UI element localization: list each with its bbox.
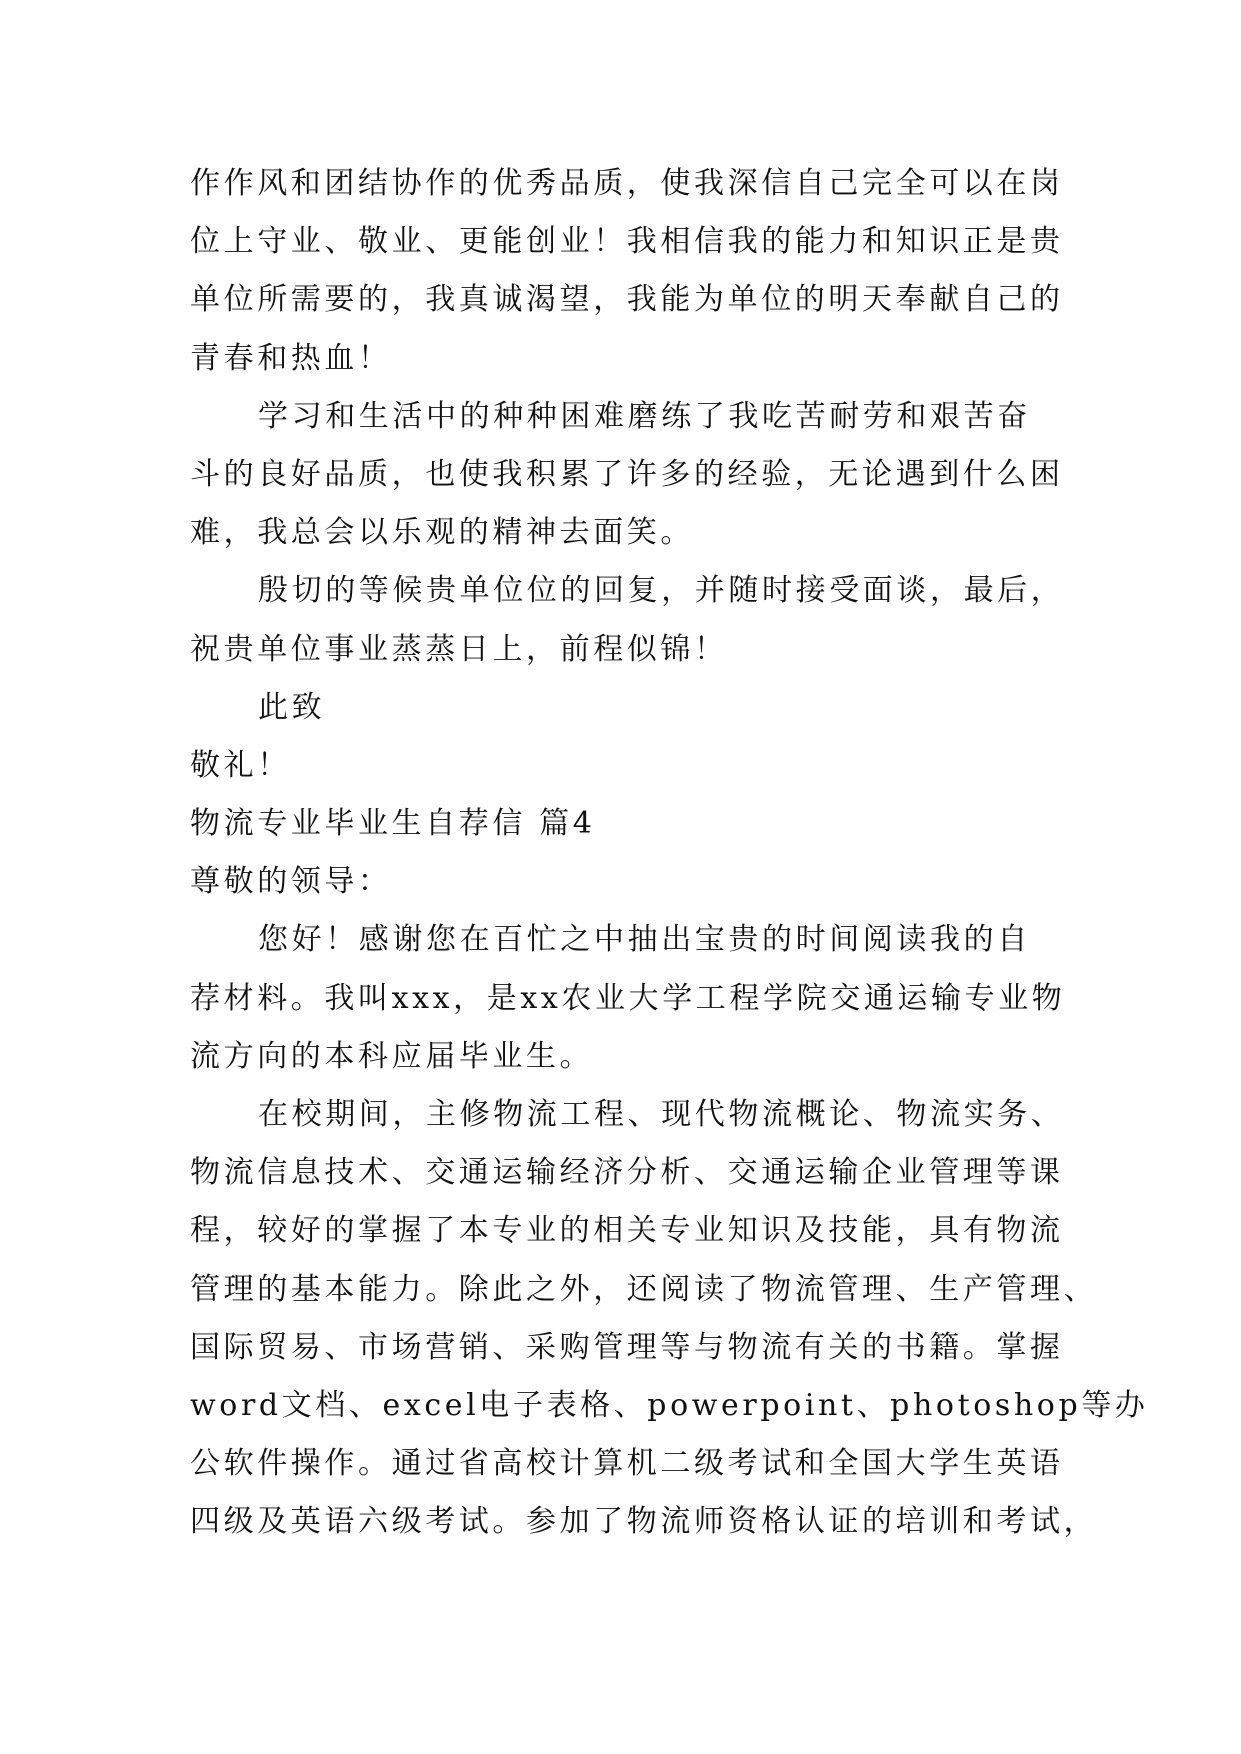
text-line: 荐材料。我叫xxx，是xx农业大学工程学院交通运输专业物 bbox=[190, 980, 1066, 1016]
text-line: 程，较好的掌握了本专业的相关专业知识及技能，具有物流 bbox=[190, 1213, 1064, 1249]
text-line: 公软件操作。通过省高校计算机二级考试和全国大学生英语 bbox=[190, 1446, 1064, 1482]
paragraph-first-line: 学习和生活中的种种困难磨练了我吃苦耐劳和艰苦奋 bbox=[258, 398, 1031, 434]
text-line: 位上守业、敬业、更能创业！我相信我的能力和知识正是贵 bbox=[190, 224, 1064, 260]
text-line: word文档、excel电子表格、powerpoint、photoshop等办 bbox=[190, 1387, 1149, 1423]
text-line: 管理的基本能力。除此之外，还阅读了物流管理、生产管理、 bbox=[190, 1271, 1098, 1307]
paragraph-first-line: 殷切的等候贵单位位的回复，并随时接受面谈，最后， bbox=[258, 573, 1065, 609]
text-line: 作作风和团结协作的优秀品质，使我深信自己完全可以在岗 bbox=[190, 166, 1064, 201]
text-line: 国际贸易、市场营销、采购管理等与物流有关的书籍。掌握 bbox=[190, 1329, 1064, 1365]
text-line: 敬礼！ bbox=[190, 747, 291, 783]
paragraph-first-line: 此致 bbox=[258, 689, 326, 725]
paragraph-first-line: 您好！感谢您在百忙之中抽出宝贵的时间阅读我的自 bbox=[258, 922, 1031, 958]
text-line: 青春和热血！ bbox=[190, 340, 392, 376]
document-body bbox=[190, 155, 1149, 1552]
text-line: 尊敬的领导： bbox=[190, 864, 392, 900]
text-line: 单位所需要的，我真诚渴望，我能为单位的明天奉献自己的 bbox=[190, 282, 1064, 318]
text-line: 流方向的本科应届毕业生。 bbox=[190, 1038, 594, 1074]
paragraph-first-line: 在校期间，主修物流工程、现代物流概论、物流实务、 bbox=[258, 1097, 1065, 1132]
text-line: 物流专业毕业生自荐信 篇4 bbox=[190, 806, 596, 842]
text-line: 难，我总会以乐观的精神去面笑。 bbox=[190, 515, 694, 551]
text-line: 祝贵单位事业蒸蒸日上，前程似锦！ bbox=[190, 631, 728, 667]
text-line: 斗的良好品质，也使我积累了许多的经验，无论遇到什么困 bbox=[190, 456, 1064, 492]
text-line: 物流信息技术、交通运输经济分析、交通运输企业管理等课 bbox=[190, 1155, 1064, 1191]
text-line: 四级及英语六级考试。参加了物流师资格认证的培训和考试， bbox=[190, 1504, 1098, 1540]
